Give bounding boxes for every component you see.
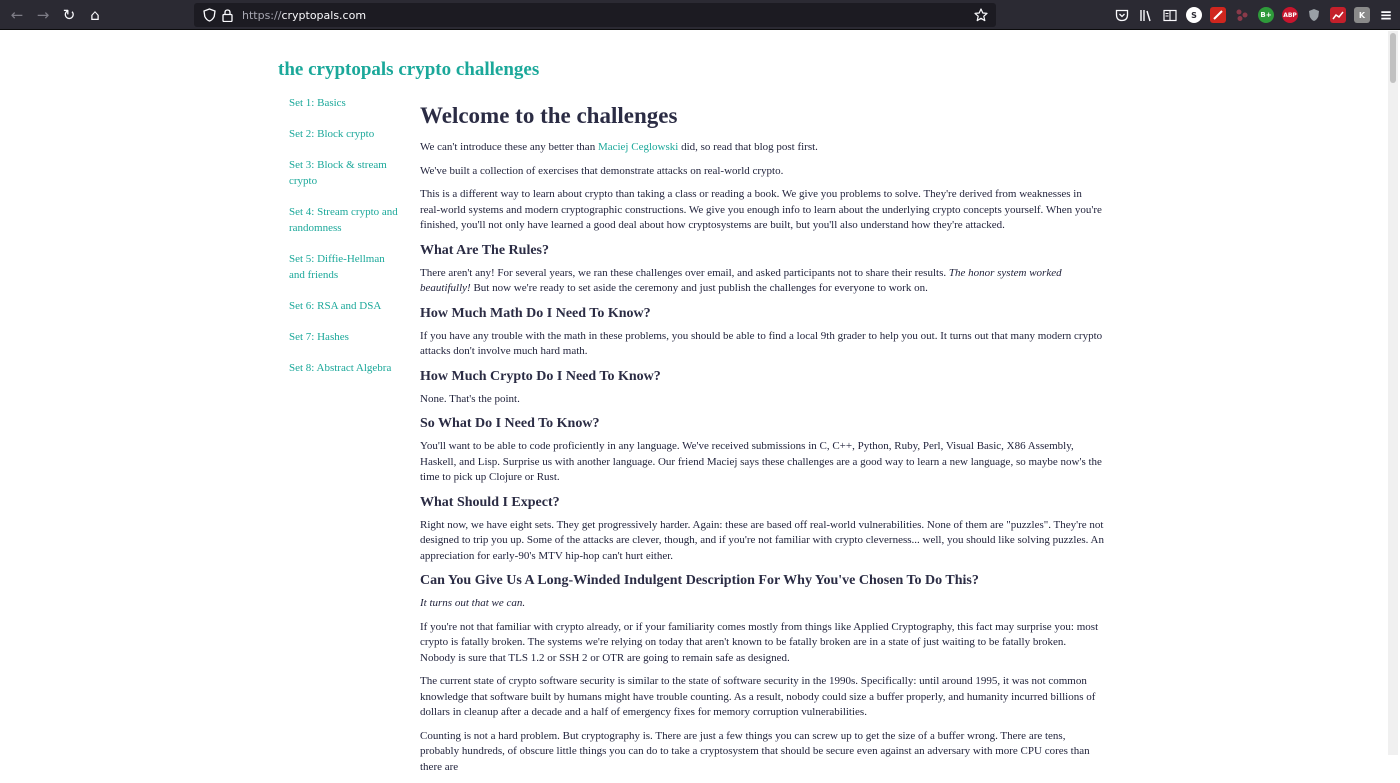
extensions-area [1114,3,1394,27]
sidebar-item-set-1[interactable]: Set 1: Basics [289,97,346,109]
math-heading: How Much Math Do I Need To Know? [420,305,651,321]
crypto-heading: How Much Crypto Do I Need To Know? [420,368,661,384]
page-viewport [0,31,1400,773]
why-paragraph-3: Counting is not a hard problem. But cryptography is. There are just a few things you can screw up to get the size of a buffer wrong. There are tens, probably hundreds, of obscure little things you can do to take a cryptosystem that should be secure even against an adversary with more CPU cores than there are [420,729,1090,773]
sidebar-item-set-4[interactable]: Set 4: Stream crypto and randomness [289,206,398,234]
page-scrollbar[interactable] [1388,31,1398,755]
pocket-icon[interactable] [1114,7,1130,23]
page-heading: Welcome to the challenges [420,103,678,128]
need-paragraph: You'll want to be able to code proficiently in any language. We've received submissions in C, C++, Python, Ruby, Perl, Visual Basic, X86 Assembly, Haskell, and Lisp. Surprise us with another language. Our friend Maciej says these challenges are a good way to learn a new language, so maybe now's the time to pick up Clojure or Rust. [420,440,1102,483]
red-slash-extension-icon[interactable] [1210,7,1226,23]
site-title[interactable]: the cryptopals crypto challenges [278,59,540,80]
forward-arrow-icon[interactable]: → [36,5,50,24]
rules-heading: What Are The Rules? [420,242,549,258]
dots-extension-icon[interactable] [1234,7,1250,23]
rules-paragraph [420,266,1104,297]
home-icon[interactable]: ⌂ [90,5,100,24]
sidebar-item-set-7[interactable]: Set 7: Hashes [289,331,349,343]
sidebar-item-set-2[interactable]: Set 2: Block crypto [289,128,375,140]
scrollbar-thumb[interactable] [1390,33,1396,83]
tracking-protection-shield-icon[interactable] [200,6,218,24]
intro-before-link: We can't introduce these any better than [420,141,598,153]
chart-extension-icon[interactable] [1330,7,1346,23]
lock-icon[interactable] [218,6,236,24]
main-content [420,101,1104,783]
sidebar-item-set-8[interactable]: Set 8: Abstract Algebra [289,362,392,374]
built-paragraph: We've built a collection of exercises that demonstrate attacks on real-world crypto. [420,164,784,177]
reload-icon[interactable]: ↻ [62,5,76,24]
library-icon[interactable] [1138,7,1154,23]
reader-view-icon[interactable] [1162,7,1178,23]
rules-before-em: There aren't any! For several years, we ran these challenges over email, and asked participants not to share their results. [420,266,949,279]
browser-toolbar [0,0,1400,30]
url-text[interactable] [242,9,366,22]
why-heading: Can You Give Us A Long-Winded Indulgent Description For Why You've Chosen To Do This? [420,573,979,588]
navigation-buttons [0,2,108,28]
hamburger-menu-icon[interactable]: ≡ [1379,6,1393,24]
k-extension-icon[interactable]: K [1354,7,1370,23]
sidebar-item-set-5[interactable]: Set 5: Diffie-Hellman and friends [289,253,385,281]
sidebar-nav [289,95,399,391]
expect-heading: What Should I Expect? [420,494,560,510]
why-paragraph-2: The current state of crypto software security is similar to the state of software security in the 1990s. Specifically: until around 1995, it was not common knowledge that software built by humans might have trouble counting. As a result, nobody could size a buffer properly, and humanity incurred billions of dollars in cleanup after a decade and a half of emergency fixes for memory corruption vulnerabilities. [420,675,1096,718]
different-paragraph: This is a different way to learn about crypto than taking a class or reading a book. We give you problems to solve. They're derived from weaknesses in real-world systems and modern cryptographic constructions. We give you enough info to learn about the underlying crypto concepts yourself. When you're finished, you'll not only have learned a good deal about how cryptosystems are built, but you'll also understand how they're attacked. [420,188,1102,231]
adblock-plus-icon[interactable]: ABP [1282,7,1298,23]
bookmark-star-icon[interactable] [972,6,990,24]
shield-extension-icon[interactable] [1306,7,1322,23]
expect-paragraph: Right now, we have eight sets. They get progressively harder. Again: these are based off real-world vulnerabilities. None of them are "puzzles". They're not designed to trip you up. Some of the attacks are clever, though, and if you're not familiar with crypto cleverness... well, you should like solving puzzles. An appreciation for early-90's MTV hip-hop can't hurt either. [420,518,1104,562]
why-emphasis-line [420,596,1104,612]
math-paragraph: If you have any trouble with the math in these problems, you should be able to find a local 9th grader to help you out. It turns out that many modern crypto attacks don't involve much hard math. [420,329,1103,357]
back-arrow-icon[interactable]: ← [10,5,24,24]
b-plus-extension-icon[interactable]: B+ [1258,7,1274,23]
maciej-ceglowski-link[interactable]: Maciej Ceglowski [597,141,679,153]
sidebar-item-set-6[interactable]: Set 6: RSA and DSA [289,300,382,312]
sidebar-item-set-3[interactable]: Set 3: Block & stream crypto [289,159,387,187]
need-heading: So What Do I Need To Know? [420,416,600,431]
why-emphasis: It turns out that we can. [420,597,526,609]
intro-paragraph [420,140,1104,156]
intro-after-link: did, so read that blog post first. [678,141,818,153]
crypto-paragraph: None. That's the point. [420,392,520,405]
url-host: cryptopals.com [281,8,367,22]
s-extension-icon[interactable]: S [1186,7,1202,23]
rules-after-em: But now we're ready to set aside the ceremony and just publish the challenges for everyone to work on. [470,282,928,294]
why-paragraph-1: If you're not that familiar with crypto already, or if your familiarity comes mostly from things like Applied Cryptography, this fact may surprise you: most crypto is fatally broken. The systems we're relying on today that aren't known to be fatally broken are in a state of just waiting to be fatally broken. Nobody is sure that TLS 1.2 or SSH 2 or OTR are going to remain safe as designed. [420,620,1099,664]
address-bar[interactable] [194,3,996,27]
rules-emphasis: The honor system worked beautifully! [420,266,1062,294]
url-scheme: https:// [242,8,282,22]
